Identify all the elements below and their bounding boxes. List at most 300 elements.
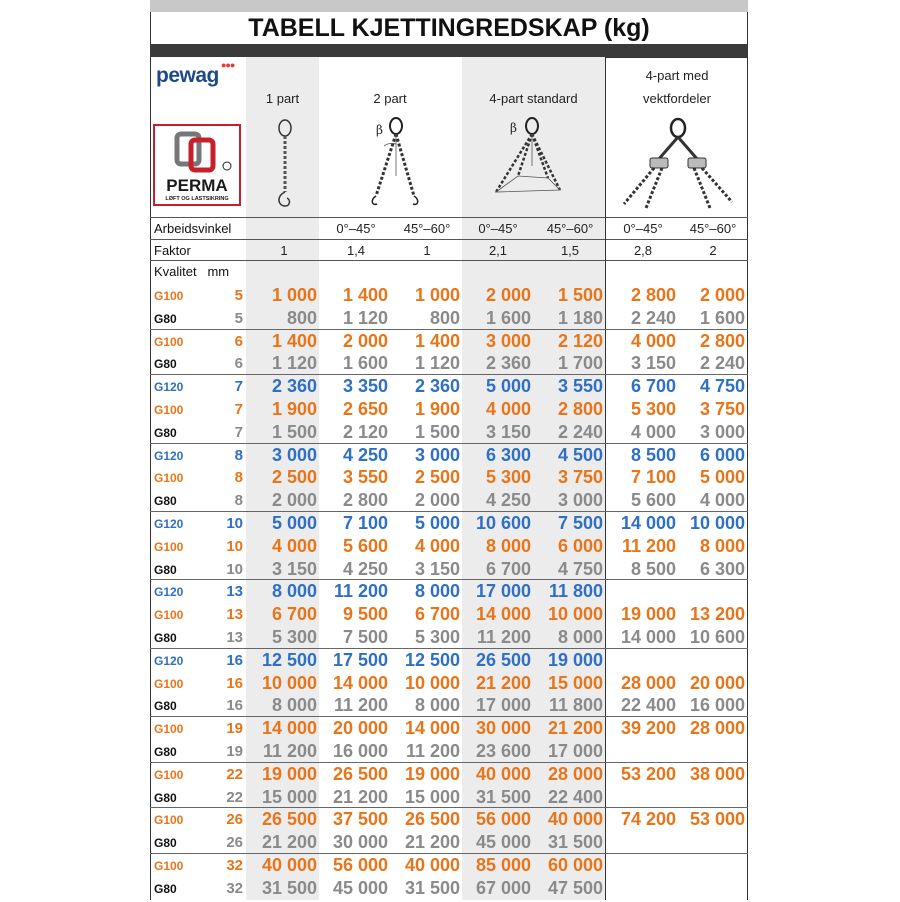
- wll-value: 26 500: [332, 763, 388, 784]
- wll-value: 7 100: [342, 513, 388, 533]
- wll-value: 12 500: [404, 649, 460, 670]
- wll-value: 16 000: [332, 741, 388, 761]
- wll-value: 21 200: [547, 718, 603, 739]
- perma-name: PERMA: [166, 176, 228, 195]
- wll-value: 10 600: [475, 513, 531, 533]
- wll-value: 26 500: [404, 809, 460, 830]
- wll-value: 1 500: [414, 421, 460, 442]
- table-row: [150, 352, 748, 375]
- angle-label: 0°–45°: [478, 221, 518, 236]
- wll-value: 2 360: [414, 376, 460, 397]
- wll-value: 11 200: [621, 535, 676, 556]
- table-row: [150, 330, 748, 353]
- factor-value: 2,1: [488, 243, 508, 258]
- perma-chain-icon: [155, 126, 239, 176]
- table-row: [150, 307, 748, 330]
- wll-value: 5 300: [485, 467, 531, 488]
- factor-value: 1: [423, 243, 431, 258]
- wll-value: 1 700: [557, 353, 603, 374]
- table-row: [150, 398, 748, 421]
- wll-value: [606, 854, 676, 877]
- wll-value: 2 500: [414, 467, 460, 488]
- wll-value: [677, 786, 745, 809]
- chain-size-mm: 5: [234, 309, 243, 327]
- wll-value: 12 500: [261, 649, 317, 670]
- wll-value: 40 000: [261, 855, 317, 875]
- chain-size-mm: 19: [226, 743, 243, 760]
- wll-value: 8 000: [414, 581, 460, 602]
- wll-value: 20 000: [332, 718, 388, 739]
- wll-value: 5 000: [485, 376, 531, 397]
- wll-value: 10 000: [547, 604, 603, 625]
- wll-value: 39 200: [620, 718, 676, 739]
- wll-value: [606, 580, 676, 603]
- perma-logo: [153, 124, 241, 206]
- table-row: [150, 375, 748, 398]
- wll-value: 8 000: [485, 535, 531, 556]
- wll-value: 2 360: [271, 376, 317, 397]
- wll-value: 21 200: [404, 832, 460, 853]
- wll-value: [606, 740, 676, 763]
- wll-value: 4 250: [342, 558, 388, 579]
- pewag-logo: pewag: [156, 64, 219, 87]
- wll-value: 11 200: [476, 627, 531, 647]
- grade-label: G120: [154, 653, 184, 668]
- wll-value: 4 750: [557, 558, 603, 579]
- wll-value: 40 000: [404, 855, 460, 875]
- wll-value: 9 500: [342, 604, 388, 625]
- wll-value: 4 000: [699, 490, 745, 511]
- grade-label: G100: [154, 813, 184, 828]
- grade-label: G100: [154, 403, 184, 417]
- wll-value: 14 000: [475, 604, 531, 625]
- wll-value: 13 200: [689, 604, 745, 625]
- wll-value: 17 000: [547, 741, 603, 761]
- wll-value: 2 800: [342, 490, 388, 511]
- grade-label: G80: [154, 357, 177, 372]
- grade-label: G100: [154, 767, 184, 782]
- wll-value: 8 000: [699, 535, 745, 556]
- chain-size-mm: 10: [226, 537, 243, 555]
- wll-value: 8 500: [630, 444, 676, 465]
- wll-value: 8 000: [557, 627, 603, 647]
- wll-value: 3 750: [557, 467, 603, 488]
- wll-value: 3 750: [699, 399, 745, 419]
- angle-label: 0°–45°: [336, 221, 376, 236]
- chain-size-mm: 10: [226, 515, 243, 532]
- wll-value: 74 200: [620, 809, 676, 830]
- wll-value: 1 900: [271, 399, 317, 419]
- chain-size-mm: 16: [226, 697, 243, 715]
- wll-value: 1 500: [557, 285, 603, 305]
- grade-label: G120: [154, 585, 184, 600]
- wll-value: 2 000: [699, 285, 745, 305]
- chain-size-mm: 26: [226, 811, 243, 829]
- table-row: [150, 489, 748, 512]
- wll-value: 6 000: [699, 444, 745, 465]
- grade-label: G100: [154, 539, 184, 554]
- wll-value: 85 000: [475, 855, 531, 875]
- table-row: [150, 421, 748, 444]
- table-row: [150, 603, 748, 626]
- wll-value: 7 100: [630, 467, 676, 488]
- wll-value: 19 000: [261, 763, 317, 784]
- wll-value: 11 800: [548, 581, 603, 602]
- wll-value: 31 500: [547, 832, 603, 853]
- chain-size-mm: 16: [226, 674, 243, 692]
- wll-value: 8 000: [271, 581, 317, 602]
- wll-value: 21 200: [475, 672, 531, 693]
- wll-value: 45 000: [332, 877, 388, 898]
- table-row: [150, 284, 748, 307]
- factor-value: 2,8: [633, 243, 653, 258]
- wll-value: 1 400: [342, 285, 388, 305]
- wll-value: 3 000: [271, 444, 317, 465]
- angle-label: 45°–60°: [546, 221, 594, 236]
- factor-value: 2: [709, 243, 717, 258]
- table-row: [150, 535, 748, 558]
- wll-value: 2 360: [485, 353, 531, 374]
- table-row: [150, 512, 748, 535]
- wll-value: 800: [286, 307, 317, 328]
- grade-label: G80: [154, 699, 177, 714]
- grade-label: G100: [154, 334, 184, 349]
- label-kvalitet: Kvalitet mm: [154, 264, 230, 279]
- grade-label: G100: [154, 608, 184, 623]
- wll-value: 67 000: [475, 877, 531, 898]
- wll-value: 1 600: [342, 353, 388, 374]
- wll-value: 3 550: [557, 376, 603, 397]
- wll-value: 28 000: [547, 763, 603, 784]
- sling-2-part-icon: [362, 116, 426, 208]
- sling-4-part-vekt-icon: [610, 116, 746, 210]
- table-row: [150, 831, 748, 854]
- chain-size-mm: 32: [226, 857, 243, 874]
- wll-value: 38 000: [689, 763, 745, 784]
- wll-value: 800: [429, 307, 460, 328]
- grade-label: G80: [154, 494, 177, 509]
- wll-value: 22 400: [620, 695, 676, 716]
- wll-value: 2 240: [630, 307, 676, 328]
- grade-label: G100: [154, 471, 184, 486]
- wll-value: 60 000: [547, 855, 603, 875]
- wll-value: 1 000: [271, 285, 317, 305]
- wll-value: 28 000: [689, 718, 745, 739]
- wll-value: 8 000: [271, 695, 317, 716]
- wll-value: 6 700: [414, 604, 460, 625]
- wll-value: 15 000: [404, 786, 460, 807]
- table-row: [150, 466, 748, 489]
- table-row: [150, 580, 748, 603]
- wll-value: 30 000: [475, 718, 531, 739]
- line-angle-bottom: [150, 239, 748, 240]
- wll-value: 2 800: [557, 399, 603, 419]
- wll-value: 2 500: [271, 467, 317, 488]
- wll-value: 5 300: [630, 399, 676, 419]
- wll-value: 56 000: [332, 855, 388, 875]
- wll-value: 5 000: [699, 467, 745, 488]
- wll-value: 16 000: [689, 695, 745, 716]
- table-row: [150, 444, 748, 467]
- wll-value: 2 800: [699, 330, 745, 351]
- table-row: [150, 649, 748, 672]
- table-row: [150, 672, 748, 695]
- wll-value: 5 300: [271, 627, 317, 647]
- wll-value: 26 500: [261, 809, 317, 830]
- wll-value: 6 700: [271, 604, 317, 625]
- grade-label: G100: [154, 676, 184, 691]
- wll-value: 31 500: [475, 786, 531, 807]
- wll-value: 2 000: [414, 490, 460, 511]
- wll-value: 19 000: [547, 649, 603, 670]
- chain-size-mm: 5: [234, 287, 243, 304]
- wll-value: 3 000: [485, 330, 531, 351]
- grade-label: G80: [154, 836, 177, 851]
- chain-size-mm: 7: [234, 423, 243, 441]
- table-row: [150, 717, 748, 740]
- grade-label: G80: [154, 631, 177, 645]
- wll-value: 11 200: [262, 741, 317, 761]
- wll-value: 37 500: [332, 809, 388, 830]
- wll-value: 3 550: [342, 467, 388, 488]
- chain-size-mm: 19: [226, 720, 243, 738]
- wll-value: [606, 786, 676, 809]
- wll-value: [677, 831, 745, 854]
- wll-value: 2 000: [342, 330, 388, 351]
- wll-value: 1 400: [414, 330, 460, 351]
- wll-value: 3 000: [414, 444, 460, 465]
- wll-value: 19 000: [404, 763, 460, 784]
- table-row: [150, 626, 748, 649]
- chain-size-mm: 8: [234, 492, 243, 510]
- wll-value: 8 500: [630, 558, 676, 579]
- wll-value: 20 000: [689, 672, 745, 693]
- wll-value: 1 400: [271, 330, 317, 351]
- wll-value: 4 000: [271, 535, 317, 556]
- wll-value: 2 650: [342, 399, 388, 419]
- chain-size-mm: 6: [234, 355, 243, 373]
- wll-value: [677, 877, 745, 900]
- wll-value: 4 750: [699, 376, 745, 397]
- wll-value: 31 500: [404, 877, 460, 898]
- wll-value: 45 000: [475, 832, 531, 853]
- header-4-part-standard: 4-part standard: [489, 91, 578, 106]
- title-underline-bar: [150, 44, 748, 57]
- wll-value: 4 000: [630, 421, 676, 442]
- wll-value: 6 000: [557, 535, 603, 556]
- wll-value: 1 120: [414, 353, 460, 374]
- wll-value: 40 000: [475, 763, 531, 784]
- wll-value: 6 300: [699, 558, 745, 579]
- wll-value: 1 900: [414, 399, 460, 419]
- angle-label: 0°–45°: [623, 221, 663, 236]
- grade-label: G80: [154, 881, 177, 896]
- wll-value: 10 000: [261, 672, 317, 693]
- wll-value: 1 500: [271, 421, 317, 442]
- chain-size-mm: 7: [234, 401, 243, 418]
- wll-value: 14 000: [332, 672, 388, 693]
- table-row: [150, 558, 748, 581]
- wll-value: [606, 649, 676, 672]
- wll-value: [677, 580, 745, 603]
- wll-value: 15 000: [547, 672, 603, 693]
- chain-size-mm: 22: [226, 788, 243, 806]
- wll-value: 7 500: [342, 627, 388, 647]
- wll-value: 17 000: [475, 581, 531, 602]
- wll-value: 8 000: [414, 695, 460, 716]
- header-4-part-vekt-line1: 4-part med: [645, 68, 709, 83]
- wll-value: 1 000: [414, 285, 460, 305]
- table-row: [150, 854, 748, 877]
- wll-value: 3 000: [557, 490, 603, 511]
- wll-value: [677, 740, 745, 763]
- chain-size-mm: 13: [226, 583, 243, 601]
- beta-label-2part: β: [376, 123, 383, 137]
- wll-value: 6 700: [485, 558, 531, 579]
- wll-value: 4 500: [557, 444, 603, 465]
- sling-1-part-icon: [270, 118, 300, 210]
- wll-value: 22 400: [547, 786, 603, 807]
- wll-value: 2 240: [557, 421, 603, 442]
- wll-value: 1 180: [557, 307, 603, 328]
- line-vekt-top: [605, 57, 748, 58]
- header-1-part: 1 part: [265, 91, 300, 106]
- wll-value: 2 120: [342, 421, 388, 442]
- wll-value: 6 700: [630, 376, 676, 397]
- wll-value: 15 000: [261, 786, 317, 807]
- wll-value: 4 000: [414, 535, 460, 556]
- wll-value: 4 250: [342, 444, 388, 465]
- wll-value: 5 300: [414, 627, 460, 647]
- angle-label: 45°–60°: [689, 221, 737, 236]
- wll-value: 3 350: [342, 376, 388, 397]
- wll-value: 1 120: [271, 353, 317, 374]
- wll-value: 56 000: [475, 809, 531, 830]
- page-title: TABELL KJETTINGREDSKAP (kg): [248, 14, 650, 42]
- wll-value: 14 000: [261, 718, 317, 739]
- wll-value: 1 120: [342, 307, 388, 328]
- chain-size-mm: 16: [226, 651, 243, 669]
- wll-value: [606, 877, 676, 900]
- chain-size-mm: 8: [234, 469, 243, 487]
- wll-value: 19 000: [620, 604, 676, 625]
- grade-label: G80: [154, 562, 177, 577]
- wll-value: 17 500: [332, 649, 388, 670]
- chain-size-mm: 13: [226, 606, 243, 624]
- wll-value: 1 600: [485, 307, 531, 328]
- wll-value: 11 200: [333, 581, 388, 602]
- wll-value: 11 200: [333, 695, 388, 716]
- wll-value: 5 600: [342, 535, 388, 556]
- wll-value: [606, 831, 676, 854]
- grade-label: G100: [154, 289, 184, 303]
- wll-value: 30 000: [332, 832, 388, 853]
- wll-value: 5 600: [630, 490, 676, 511]
- wll-value: 26 500: [475, 649, 531, 670]
- chain-size-mm: 8: [234, 446, 243, 464]
- wll-value: 14 000: [620, 513, 676, 533]
- wll-value: 4 000: [485, 399, 531, 419]
- wll-value: 47 500: [547, 877, 603, 898]
- angle-label: 45°–60°: [403, 221, 451, 236]
- grade-label: G80: [154, 790, 177, 805]
- grade-label: G80: [154, 425, 177, 440]
- grade-label: G120: [154, 380, 184, 395]
- wll-value: 17 000: [475, 695, 531, 716]
- wll-value: 11 200: [405, 741, 460, 761]
- wll-value: 14 000: [620, 627, 676, 647]
- wll-value: 6 300: [485, 444, 531, 465]
- beta-label-4part: β: [510, 121, 517, 135]
- perma-subtitle: LØFT OG LASTSIKRING: [165, 196, 229, 202]
- pewag-logo-dots-icon: ●●●: [221, 60, 235, 70]
- grade-label: G120: [154, 448, 184, 463]
- wll-value: 2 000: [485, 285, 531, 305]
- wll-value: 21 200: [332, 786, 388, 807]
- line-header-bottom: [150, 217, 748, 218]
- wll-value: 31 500: [261, 877, 317, 898]
- wll-value: 2 240: [699, 353, 745, 374]
- chain-size-mm: 10: [226, 560, 243, 578]
- chain-size-mm: 32: [226, 879, 243, 897]
- wll-value: 40 000: [547, 809, 603, 830]
- wll-value: 2 120: [557, 330, 603, 351]
- wll-value: 7 500: [557, 513, 603, 533]
- chain-size-mm: 6: [234, 332, 243, 350]
- wll-value: 28 000: [620, 672, 676, 693]
- grade-label: G100: [154, 722, 184, 737]
- chain-size-mm: 13: [226, 629, 243, 646]
- wll-value: 11 800: [548, 695, 603, 716]
- factor-value: 1: [280, 243, 288, 258]
- wll-value: 3 150: [630, 353, 676, 374]
- wll-value: 2 800: [630, 285, 676, 305]
- grade-label: G80: [154, 311, 177, 326]
- wll-value: 21 200: [261, 832, 317, 853]
- chain-size-mm: 26: [226, 834, 243, 852]
- table-row: [150, 877, 748, 900]
- chain-size-mm: 22: [226, 765, 243, 783]
- wll-value: 53 000: [689, 809, 745, 830]
- chain-size-mm: 7: [234, 378, 243, 396]
- label-faktor: Faktor: [154, 243, 191, 258]
- wll-value: 3 150: [271, 558, 317, 579]
- wll-value: 1 600: [699, 307, 745, 328]
- wll-value: 10 600: [689, 627, 745, 647]
- factor-value: 1,4: [346, 243, 366, 258]
- wll-value: 4 000: [630, 330, 676, 351]
- grade-label: G120: [154, 517, 184, 531]
- wll-value: 2 000: [271, 490, 317, 511]
- wll-value: [677, 854, 745, 877]
- top-bar: [150, 0, 748, 12]
- wll-value: 5 000: [271, 513, 317, 533]
- table-row: [150, 740, 748, 763]
- grade-label: G80: [154, 745, 177, 759]
- wll-value: 5 000: [414, 513, 460, 533]
- factor-value: 1,5: [560, 243, 580, 258]
- wll-value: [677, 649, 745, 672]
- header-4-part-vekt-line2: vektfordeler: [643, 91, 711, 106]
- wll-value: 3 000: [699, 421, 745, 442]
- wll-value: 23 600: [475, 741, 531, 761]
- table-row: [150, 694, 748, 717]
- sling-4-part-standard-icon: [488, 116, 568, 208]
- wll-value: 3 150: [485, 421, 531, 442]
- table-row: [150, 808, 748, 831]
- wll-value: 3 150: [414, 558, 460, 579]
- table-row: [150, 786, 748, 809]
